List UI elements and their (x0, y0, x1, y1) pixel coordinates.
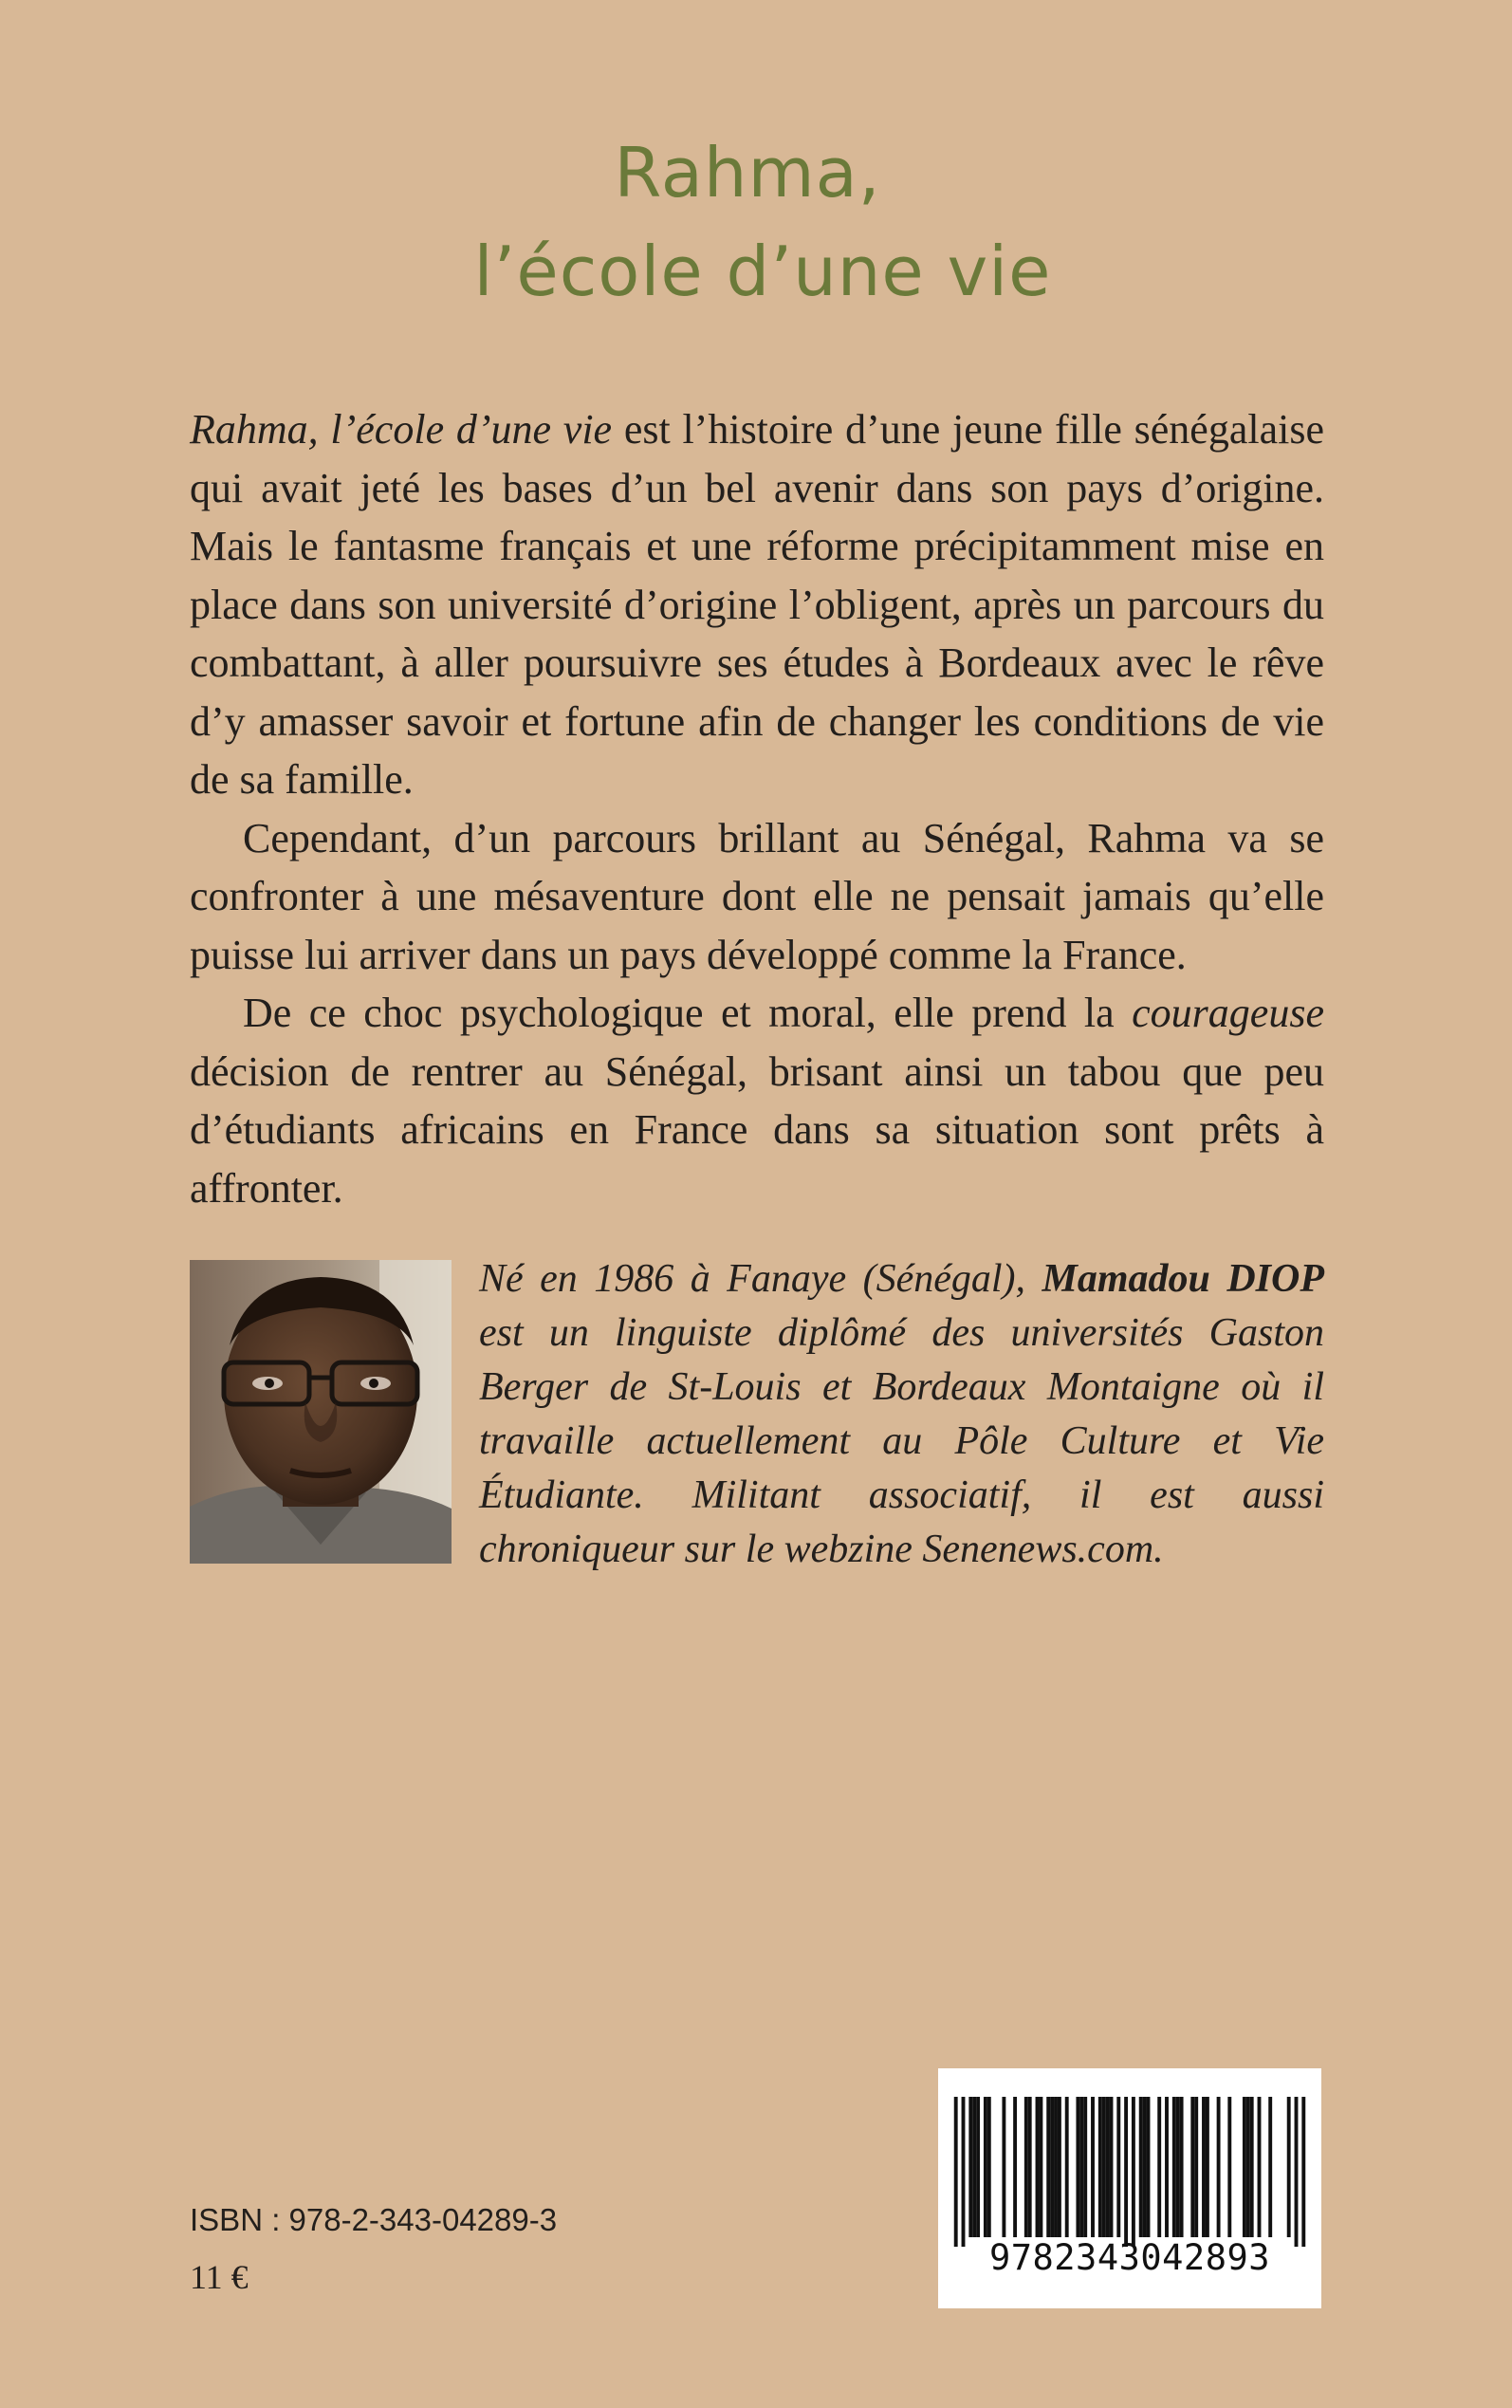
synopsis-paragraph-3 (190, 984, 1324, 1217)
author-photo (190, 1260, 452, 1564)
barcode-bar (1102, 2097, 1106, 2237)
barcode-bar (1028, 2097, 1032, 2237)
barcode-bar (1065, 2097, 1069, 2237)
barcode-bar (1301, 2097, 1305, 2247)
barcode-bar (1116, 2097, 1120, 2237)
barcode-bar (1295, 2097, 1299, 2247)
barcode-bar (1287, 2097, 1291, 2237)
barcode-bar (1217, 2097, 1221, 2237)
barcode-bar (1091, 2097, 1095, 2237)
synopsis-paragraph-3-rest: décision de rentrer au Sénégal, brisant ainsi un tabou que peu d’étudiants africains en France dans sa situation sont prêts à affronter. (190, 1047, 1324, 1212)
barcode-bar (1058, 2097, 1061, 2237)
synopsis-title-italic: Rahma, l’école d’une vie (190, 406, 613, 453)
barcode-bar (1206, 2097, 1209, 2237)
price: 11 € (190, 2258, 249, 2296)
barcode-bar (1172, 2097, 1176, 2237)
barcode-bar (1165, 2097, 1169, 2237)
barcode-bar (1083, 2097, 1087, 2237)
barcode-bar (1246, 2097, 1250, 2237)
barcode-bar (1132, 2097, 1135, 2247)
barcode-bar (1039, 2097, 1042, 2237)
barcode (938, 2068, 1321, 2308)
isbn: ISBN : 978-2-343-04289-3 (190, 2202, 558, 2237)
barcode-bar (972, 2097, 976, 2237)
author-bio (479, 1252, 1324, 1577)
barcode-bar (962, 2097, 966, 2247)
synopsis-paragraph-1 (190, 400, 1324, 809)
barcode-bar (968, 2097, 972, 2237)
barcode-bar (987, 2097, 991, 2237)
synopsis (190, 400, 1324, 1217)
author-bio-paragraph (479, 1252, 1324, 1577)
barcode-bar (1243, 2097, 1246, 2237)
author-name: Mamadou DIOP (1042, 1257, 1324, 1301)
barcode-bar (1194, 2097, 1198, 2237)
barcode-bar (1180, 2097, 1184, 2237)
barcode-number: 9782343042893 (988, 2237, 1271, 2278)
barcode-bar (1106, 2097, 1110, 2237)
barcode-bar (1110, 2097, 1114, 2237)
barcode-bar (1002, 2097, 1005, 2237)
title-line-1: Rahma, (614, 133, 881, 213)
barcode-bar (954, 2097, 958, 2247)
barcode-bar (1227, 2097, 1231, 2237)
synopsis-paragraph-3-start: De ce choc psychologique et moral, elle prend la (243, 990, 1133, 1036)
barcode-bar (1250, 2097, 1254, 2237)
barcode-bar (1036, 2097, 1040, 2237)
barcode-bar (1190, 2097, 1194, 2237)
synopsis-paragraph-2: Cependant, d’un parcours brillant au Sénégal, Rahma va se confronter à une mésaventure dont elle ne pensait jamais qu’elle puisse lui arriver dans un pays développé comme la France. (190, 814, 1324, 978)
barcode-bar (1079, 2097, 1083, 2237)
author-bio-rest: est un linguiste diplômé des universités Gaston Berger de St-Louis et Bordeaux Montaigne où il travaille actuellement au Pôle Culture et Vie Étudiante. Militant associatif, il est aussi chroniqueur sur le webzine Senenews.com. (479, 1311, 1324, 1571)
barcode-bar (1050, 2097, 1054, 2237)
author-portrait-illustration (190, 1260, 452, 1564)
synopsis-paragraph-1-text: est l’histoire d’une jeune fille sénégalaise qui avait jeté les bases d’un bel avenir dans son pays d’origine. Mais le fantasme français et une réforme précipitamment mise en place dans son université d’origine l’obligent, après un parcours du combattant, à aller poursuivre ses études à Bordeaux avec le rêve d’y amasser savoir et fortune afin de changer les conditions de vie de sa famille. (190, 406, 1324, 803)
title-line-2: l’école d’une vie (473, 232, 1052, 311)
barcode-bar (1143, 2097, 1147, 2237)
barcode-bar (984, 2097, 987, 2237)
author-bio-start: Né en 1986 à Fanaye (Sénégal), (479, 1257, 1042, 1301)
barcode-bar (1098, 2097, 1102, 2237)
barcode-bar (1076, 2097, 1079, 2237)
barcode-bar (1176, 2097, 1180, 2237)
barcode-bar (1124, 2097, 1128, 2247)
barcode-bar (1258, 2097, 1262, 2237)
barcode-bar (1202, 2097, 1206, 2237)
barcode-bar (1139, 2097, 1143, 2237)
barcode-bar (1054, 2097, 1058, 2237)
barcode-bar (1268, 2097, 1272, 2237)
barcode-bar (1024, 2097, 1028, 2237)
barcode-bar (976, 2097, 980, 2237)
barcode-bar (1046, 2097, 1050, 2237)
book-title (0, 123, 1512, 321)
barcode-bar (1157, 2097, 1161, 2237)
synopsis-emphasis: courageuse (1132, 990, 1324, 1036)
barcode-bar (1147, 2097, 1151, 2237)
barcode-bar (1013, 2097, 1017, 2237)
